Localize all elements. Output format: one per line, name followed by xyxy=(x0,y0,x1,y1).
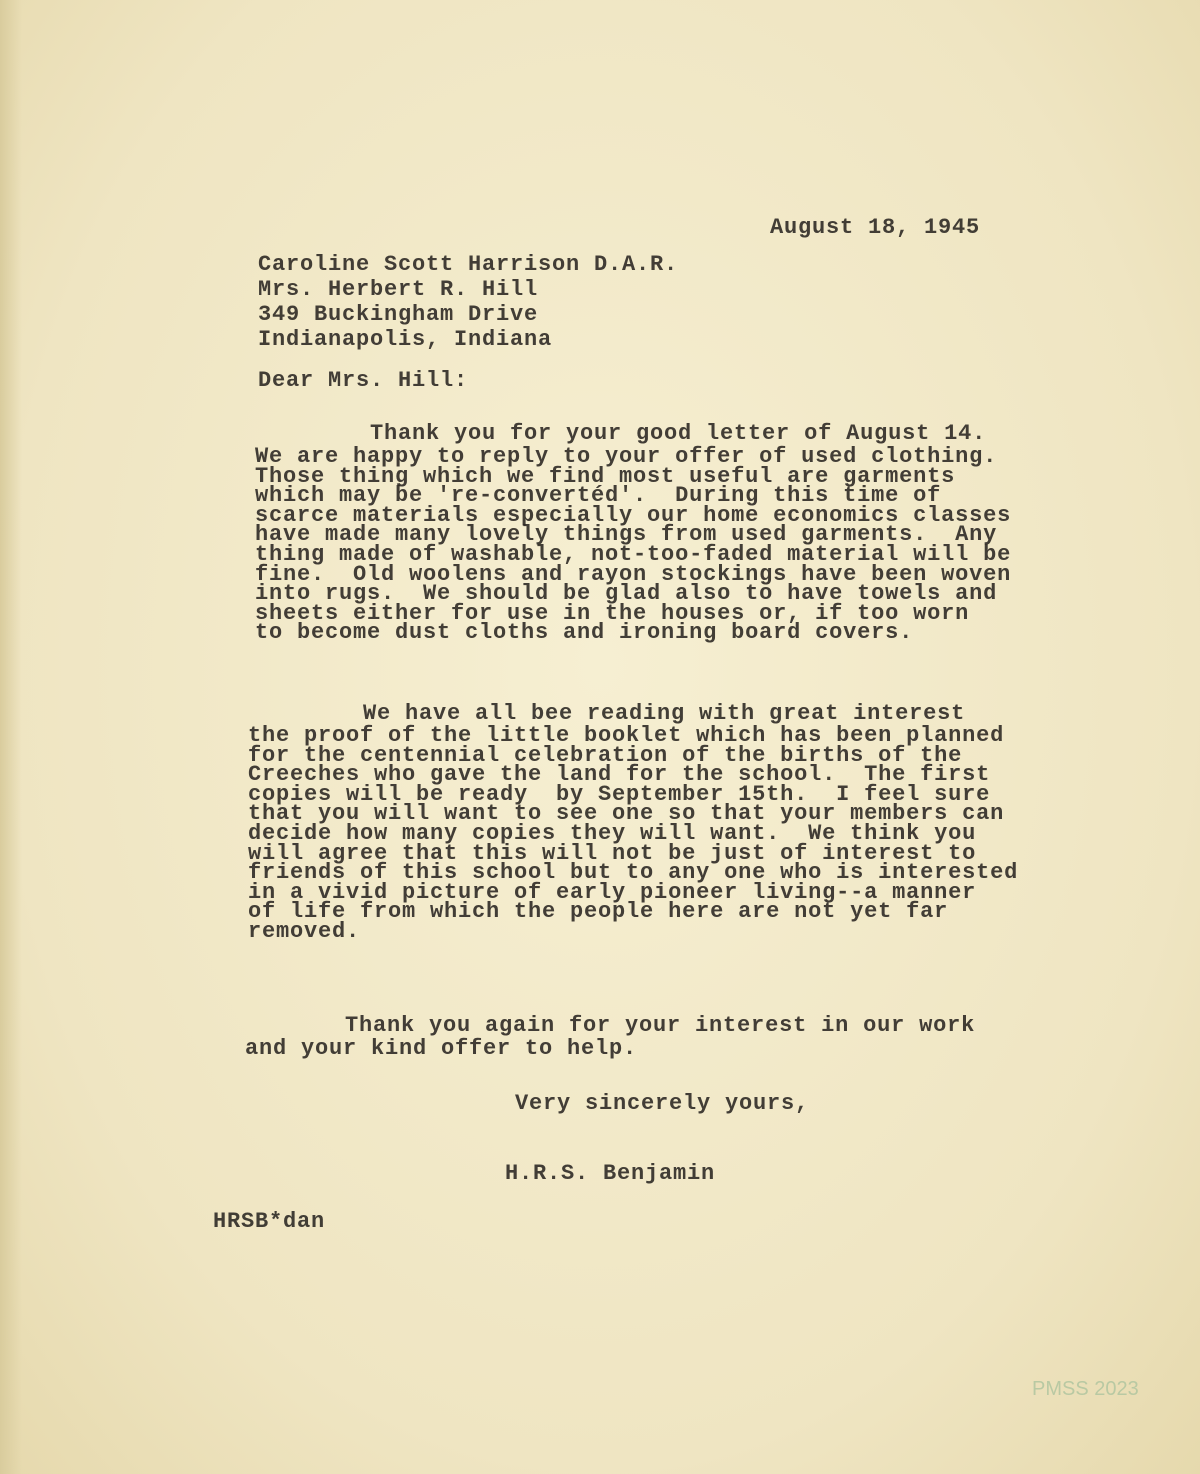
text-line: We are happy to reply to your offer of used clothing. xyxy=(255,444,998,469)
address-line: Indianapolis, Indiana xyxy=(258,327,553,352)
letter-date: August 18, 1945 xyxy=(770,215,981,240)
address-line: Mrs. Herbert R. Hill xyxy=(258,277,539,302)
address-line: 349 Buckingham Drive xyxy=(258,302,539,327)
paragraph-1 xyxy=(255,421,1055,646)
text-line: scarce materials especially our home economics classes xyxy=(255,502,1012,528)
text-line: have made many lovely things from used garments. Any xyxy=(255,522,998,548)
text-line: friends of this school but to any one who is interested xyxy=(248,860,1019,886)
salutation: Dear Mrs. Hill: xyxy=(258,368,469,393)
text-line: removed. xyxy=(248,918,361,944)
text-line: We have all bee reading with great interest xyxy=(363,701,966,726)
recipient-address xyxy=(258,252,679,352)
text-line: to become dust cloths and ironing board covers. xyxy=(255,620,914,646)
text-line: thing made of washable, not-too-faded material will be xyxy=(255,541,1012,567)
watermark: PMSS 2023 xyxy=(1032,1378,1139,1400)
paper-edge-shadow xyxy=(0,0,22,1474)
text-line: that you will want to see one so that your members can xyxy=(248,801,1005,827)
text-line: of life from which the people here are not yet far xyxy=(248,899,949,925)
text-line: will agree that this will not be just of interest to xyxy=(248,840,977,866)
text-line: which may be 're-convertéd'. During this time of xyxy=(255,483,942,509)
text-line: fine. Old woolens and rayon stockings have been woven xyxy=(255,561,1012,587)
signature: H.R.S. Benjamin xyxy=(505,1161,716,1186)
text-line: Creeches who gave the land for the school. The first xyxy=(248,762,991,788)
reference-initials: HRSB*dan xyxy=(213,1209,326,1234)
text-line: copies will be ready by September 15th. I feel sure xyxy=(248,781,991,807)
text-line: for the centennial celebration of the births of the xyxy=(248,742,963,768)
paragraph-3 xyxy=(245,1013,1045,1061)
text-line: Those thing which we find most useful are garments xyxy=(255,463,956,489)
paragraph-2 xyxy=(248,701,1068,944)
text-line: Thank you again for your interest in our work xyxy=(345,1013,976,1038)
text-line: Thank you for your good letter of August 14. xyxy=(370,421,987,446)
text-line: into rugs. We should be glad also to have towels and xyxy=(255,581,998,607)
address-line: Caroline Scott Harrison D.A.R. xyxy=(258,252,679,277)
text-line: and your kind offer to help. xyxy=(245,1036,638,1061)
text-line: sheets either for use in the houses or, if too worn xyxy=(255,600,970,626)
closing: Very sincerely yours, xyxy=(515,1091,810,1116)
text-line: in a vivid picture of early pioneer living--a manner xyxy=(248,879,977,905)
text-line: decide how many copies they will want. We think you xyxy=(248,820,977,846)
text-line: the proof of the little booklet which has been planned xyxy=(248,723,1005,748)
